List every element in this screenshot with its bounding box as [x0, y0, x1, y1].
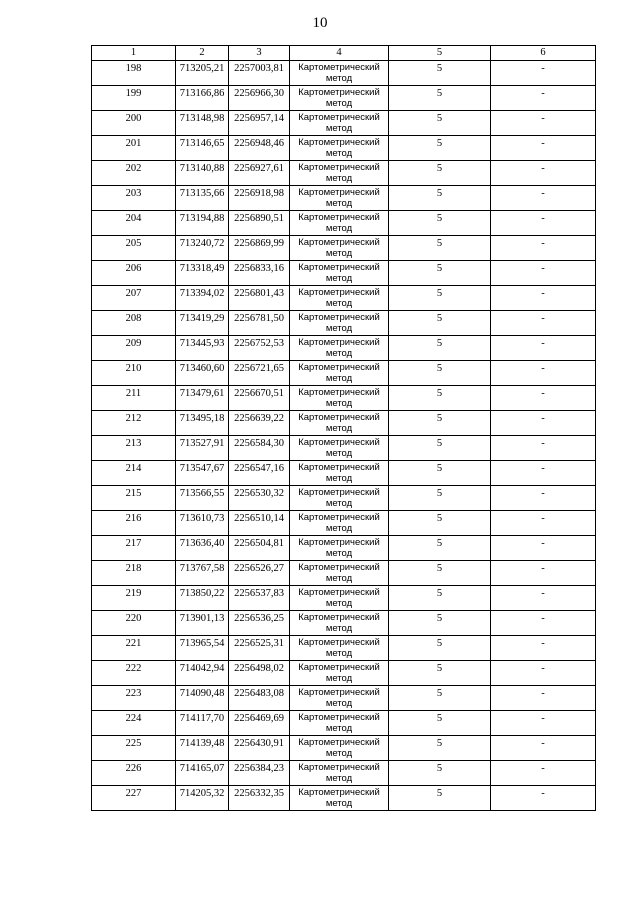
note-cell: - — [491, 136, 596, 161]
x-coordinate-cell: 714205,32 — [176, 786, 229, 811]
method-cell: Картометрический метод — [290, 586, 389, 611]
x-coordinate-cell: 713166,86 — [176, 86, 229, 111]
note-cell: - — [491, 61, 596, 86]
accuracy-cell: 5 — [389, 561, 491, 586]
y-coordinate-cell: 2256801,43 — [229, 286, 290, 311]
point-number-cell: 205 — [92, 236, 176, 261]
table-row — [92, 611, 596, 636]
y-coordinate-cell: 2256890,51 — [229, 211, 290, 236]
accuracy-cell: 5 — [389, 436, 491, 461]
note-cell: - — [491, 111, 596, 136]
note-cell: - — [491, 661, 596, 686]
y-coordinate-cell: 2256530,32 — [229, 486, 290, 511]
table-row — [92, 686, 596, 711]
accuracy-cell: 5 — [389, 736, 491, 761]
point-number-cell: 218 — [92, 561, 176, 586]
table-row — [92, 711, 596, 736]
note-cell: - — [491, 336, 596, 361]
y-coordinate-cell: 2256537,83 — [229, 586, 290, 611]
method-cell: Картометрический метод — [290, 686, 389, 711]
point-number-cell: 215 — [92, 486, 176, 511]
accuracy-cell: 5 — [389, 161, 491, 186]
note-cell: - — [491, 711, 596, 736]
y-coordinate-cell: 2256781,50 — [229, 311, 290, 336]
table-body — [92, 61, 596, 811]
y-coordinate-cell: 2256948,46 — [229, 136, 290, 161]
method-cell: Картометрический метод — [290, 286, 389, 311]
point-number-cell: 198 — [92, 61, 176, 86]
table-row — [92, 561, 596, 586]
note-cell: - — [491, 636, 596, 661]
note-cell: - — [491, 361, 596, 386]
note-cell: - — [491, 186, 596, 211]
point-number-cell: 204 — [92, 211, 176, 236]
point-number-cell: 221 — [92, 636, 176, 661]
method-cell: Картометрический метод — [290, 536, 389, 561]
y-coordinate-cell: 2256833,16 — [229, 261, 290, 286]
method-cell: Картометрический метод — [290, 261, 389, 286]
y-coordinate-cell: 2256670,51 — [229, 386, 290, 411]
note-cell: - — [491, 511, 596, 536]
table-row — [92, 786, 596, 811]
y-coordinate-cell: 2256639,22 — [229, 411, 290, 436]
method-cell: Картометрический метод — [290, 511, 389, 536]
note-cell: - — [491, 561, 596, 586]
note-cell: - — [491, 211, 596, 236]
x-coordinate-cell: 713146,65 — [176, 136, 229, 161]
table-row — [92, 286, 596, 311]
column-header: 5 — [389, 46, 491, 61]
table-row — [92, 161, 596, 186]
method-cell: Картометрический метод — [290, 636, 389, 661]
table-row — [92, 661, 596, 686]
method-cell: Картометрический метод — [290, 311, 389, 336]
accuracy-cell: 5 — [389, 136, 491, 161]
point-number-cell: 214 — [92, 461, 176, 486]
point-number-cell: 212 — [92, 411, 176, 436]
y-coordinate-cell: 2256547,16 — [229, 461, 290, 486]
method-cell: Картометрический метод — [290, 461, 389, 486]
x-coordinate-cell: 713140,88 — [176, 161, 229, 186]
method-cell: Картометрический метод — [290, 236, 389, 261]
note-cell: - — [491, 261, 596, 286]
accuracy-cell: 5 — [389, 611, 491, 636]
y-coordinate-cell: 2257003,81 — [229, 61, 290, 86]
point-number-cell: 220 — [92, 611, 176, 636]
point-number-cell: 227 — [92, 786, 176, 811]
note-cell: - — [491, 161, 596, 186]
note-cell: - — [491, 686, 596, 711]
accuracy-cell: 5 — [389, 61, 491, 86]
note-cell: - — [491, 436, 596, 461]
column-header: 6 — [491, 46, 596, 61]
method-cell: Картометрический метод — [290, 786, 389, 811]
point-number-cell: 210 — [92, 361, 176, 386]
y-coordinate-cell: 2256504,81 — [229, 536, 290, 561]
accuracy-cell: 5 — [389, 786, 491, 811]
table-row — [92, 586, 596, 611]
y-coordinate-cell: 2256721,65 — [229, 361, 290, 386]
method-cell: Картометрический метод — [290, 411, 389, 436]
x-coordinate-cell: 713419,29 — [176, 311, 229, 336]
x-coordinate-cell: 713965,54 — [176, 636, 229, 661]
table-row — [92, 761, 596, 786]
table-row — [92, 236, 596, 261]
column-header: 1 — [92, 46, 176, 61]
x-coordinate-cell: 713194,88 — [176, 211, 229, 236]
x-coordinate-cell: 713850,22 — [176, 586, 229, 611]
y-coordinate-cell: 2256469,69 — [229, 711, 290, 736]
method-cell: Картометрический метод — [290, 386, 389, 411]
x-coordinate-cell: 713148,98 — [176, 111, 229, 136]
accuracy-cell: 5 — [389, 311, 491, 336]
point-number-cell: 223 — [92, 686, 176, 711]
note-cell: - — [491, 386, 596, 411]
accuracy-cell: 5 — [389, 411, 491, 436]
point-number-cell: 225 — [92, 736, 176, 761]
method-cell: Картометрический метод — [290, 711, 389, 736]
y-coordinate-cell: 2256536,25 — [229, 611, 290, 636]
y-coordinate-cell: 2256966,30 — [229, 86, 290, 111]
y-coordinate-cell: 2256483,08 — [229, 686, 290, 711]
accuracy-cell: 5 — [389, 236, 491, 261]
point-number-cell: 208 — [92, 311, 176, 336]
page-number: 10 — [312, 15, 328, 31]
table-row — [92, 461, 596, 486]
note-cell: - — [491, 761, 596, 786]
x-coordinate-cell: 713445,93 — [176, 336, 229, 361]
note-cell: - — [491, 611, 596, 636]
table-row — [92, 636, 596, 661]
x-coordinate-cell: 713566,55 — [176, 486, 229, 511]
column-header: 3 — [229, 46, 290, 61]
x-coordinate-cell: 713460,60 — [176, 361, 229, 386]
note-cell: - — [491, 536, 596, 561]
y-coordinate-cell: 2256510,14 — [229, 511, 290, 536]
x-coordinate-cell: 713135,66 — [176, 186, 229, 211]
method-cell: Картометрический метод — [290, 761, 389, 786]
x-coordinate-cell: 714139,48 — [176, 736, 229, 761]
y-coordinate-cell: 2256752,53 — [229, 336, 290, 361]
point-number-cell: 224 — [92, 711, 176, 736]
accuracy-cell: 5 — [389, 211, 491, 236]
method-cell: Картометрический метод — [290, 136, 389, 161]
accuracy-cell: 5 — [389, 336, 491, 361]
table-row — [92, 486, 596, 511]
table-row — [92, 136, 596, 161]
table-row — [92, 411, 596, 436]
accuracy-cell: 5 — [389, 661, 491, 686]
method-cell: Картометрический метод — [290, 161, 389, 186]
point-number-cell: 202 — [92, 161, 176, 186]
table-row — [92, 211, 596, 236]
accuracy-cell: 5 — [389, 586, 491, 611]
accuracy-cell: 5 — [389, 761, 491, 786]
y-coordinate-cell: 2256918,98 — [229, 186, 290, 211]
y-coordinate-cell: 2256430,91 — [229, 736, 290, 761]
table-header-row — [92, 46, 596, 61]
method-cell: Картометрический метод — [290, 561, 389, 586]
point-number-cell: 216 — [92, 511, 176, 536]
table-row — [92, 336, 596, 361]
note-cell: - — [491, 311, 596, 336]
x-coordinate-cell: 713495,18 — [176, 411, 229, 436]
table-row — [92, 736, 596, 761]
accuracy-cell: 5 — [389, 536, 491, 561]
x-coordinate-cell: 713205,21 — [176, 61, 229, 86]
table-row — [92, 386, 596, 411]
note-cell: - — [491, 586, 596, 611]
accuracy-cell: 5 — [389, 86, 491, 111]
method-cell: Картометрический метод — [290, 86, 389, 111]
accuracy-cell: 5 — [389, 111, 491, 136]
method-cell: Картометрический метод — [290, 486, 389, 511]
point-number-cell: 226 — [92, 761, 176, 786]
table-row — [92, 436, 596, 461]
y-coordinate-cell: 2256525,31 — [229, 636, 290, 661]
method-cell: Картометрический метод — [290, 336, 389, 361]
x-coordinate-cell: 713636,40 — [176, 536, 229, 561]
table-row — [92, 111, 596, 136]
method-cell: Картометрический метод — [290, 611, 389, 636]
x-coordinate-cell: 713547,67 — [176, 461, 229, 486]
y-coordinate-cell: 2256869,99 — [229, 236, 290, 261]
x-coordinate-cell: 713318,49 — [176, 261, 229, 286]
point-number-cell: 219 — [92, 586, 176, 611]
x-coordinate-cell: 713394,02 — [176, 286, 229, 311]
y-coordinate-cell: 2256584,30 — [229, 436, 290, 461]
y-coordinate-cell: 2256957,14 — [229, 111, 290, 136]
method-cell: Картометрический метод — [290, 736, 389, 761]
point-number-cell: 207 — [92, 286, 176, 311]
coordinates-table — [91, 45, 596, 811]
table-row — [92, 186, 596, 211]
x-coordinate-cell: 714042,94 — [176, 661, 229, 686]
note-cell: - — [491, 486, 596, 511]
x-coordinate-cell: 714090,48 — [176, 686, 229, 711]
x-coordinate-cell: 713479,61 — [176, 386, 229, 411]
table-row — [92, 361, 596, 386]
point-number-cell: 206 — [92, 261, 176, 286]
method-cell: Картометрический метод — [290, 111, 389, 136]
x-coordinate-cell: 713610,73 — [176, 511, 229, 536]
note-cell: - — [491, 236, 596, 261]
point-number-cell: 217 — [92, 536, 176, 561]
y-coordinate-cell: 2256498,02 — [229, 661, 290, 686]
point-number-cell: 213 — [92, 436, 176, 461]
note-cell: - — [491, 736, 596, 761]
note-cell: - — [491, 461, 596, 486]
point-number-cell: 201 — [92, 136, 176, 161]
column-header: 4 — [290, 46, 389, 61]
point-number-cell: 200 — [92, 111, 176, 136]
accuracy-cell: 5 — [389, 686, 491, 711]
point-number-cell: 209 — [92, 336, 176, 361]
x-coordinate-cell: 714165,07 — [176, 761, 229, 786]
note-cell: - — [491, 86, 596, 111]
table-row — [92, 61, 596, 86]
table-row — [92, 511, 596, 536]
accuracy-cell: 5 — [389, 286, 491, 311]
accuracy-cell: 5 — [389, 486, 491, 511]
accuracy-cell: 5 — [389, 186, 491, 211]
accuracy-cell: 5 — [389, 711, 491, 736]
x-coordinate-cell: 713901,13 — [176, 611, 229, 636]
point-number-cell: 203 — [92, 186, 176, 211]
point-number-cell: 222 — [92, 661, 176, 686]
x-coordinate-cell: 714117,70 — [176, 711, 229, 736]
method-cell: Картометрический метод — [290, 436, 389, 461]
method-cell: Картометрический метод — [290, 361, 389, 386]
table-row — [92, 86, 596, 111]
note-cell: - — [491, 411, 596, 436]
table-row — [92, 536, 596, 561]
note-cell: - — [491, 286, 596, 311]
method-cell: Картометрический метод — [290, 211, 389, 236]
x-coordinate-cell: 713767,58 — [176, 561, 229, 586]
accuracy-cell: 5 — [389, 361, 491, 386]
note-cell: - — [491, 786, 596, 811]
accuracy-cell: 5 — [389, 511, 491, 536]
column-header: 2 — [176, 46, 229, 61]
method-cell: Картометрический метод — [290, 61, 389, 86]
accuracy-cell: 5 — [389, 461, 491, 486]
y-coordinate-cell: 2256332,35 — [229, 786, 290, 811]
method-cell: Картометрический метод — [290, 661, 389, 686]
point-number-cell: 199 — [92, 86, 176, 111]
accuracy-cell: 5 — [389, 261, 491, 286]
y-coordinate-cell: 2256927,61 — [229, 161, 290, 186]
point-number-cell: 211 — [92, 386, 176, 411]
accuracy-cell: 5 — [389, 636, 491, 661]
table-row — [92, 311, 596, 336]
x-coordinate-cell: 713240,72 — [176, 236, 229, 261]
accuracy-cell: 5 — [389, 386, 491, 411]
y-coordinate-cell: 2256384,23 — [229, 761, 290, 786]
method-cell: Картометрический метод — [290, 186, 389, 211]
x-coordinate-cell: 713527,91 — [176, 436, 229, 461]
table-row — [92, 261, 596, 286]
y-coordinate-cell: 2256526,27 — [229, 561, 290, 586]
